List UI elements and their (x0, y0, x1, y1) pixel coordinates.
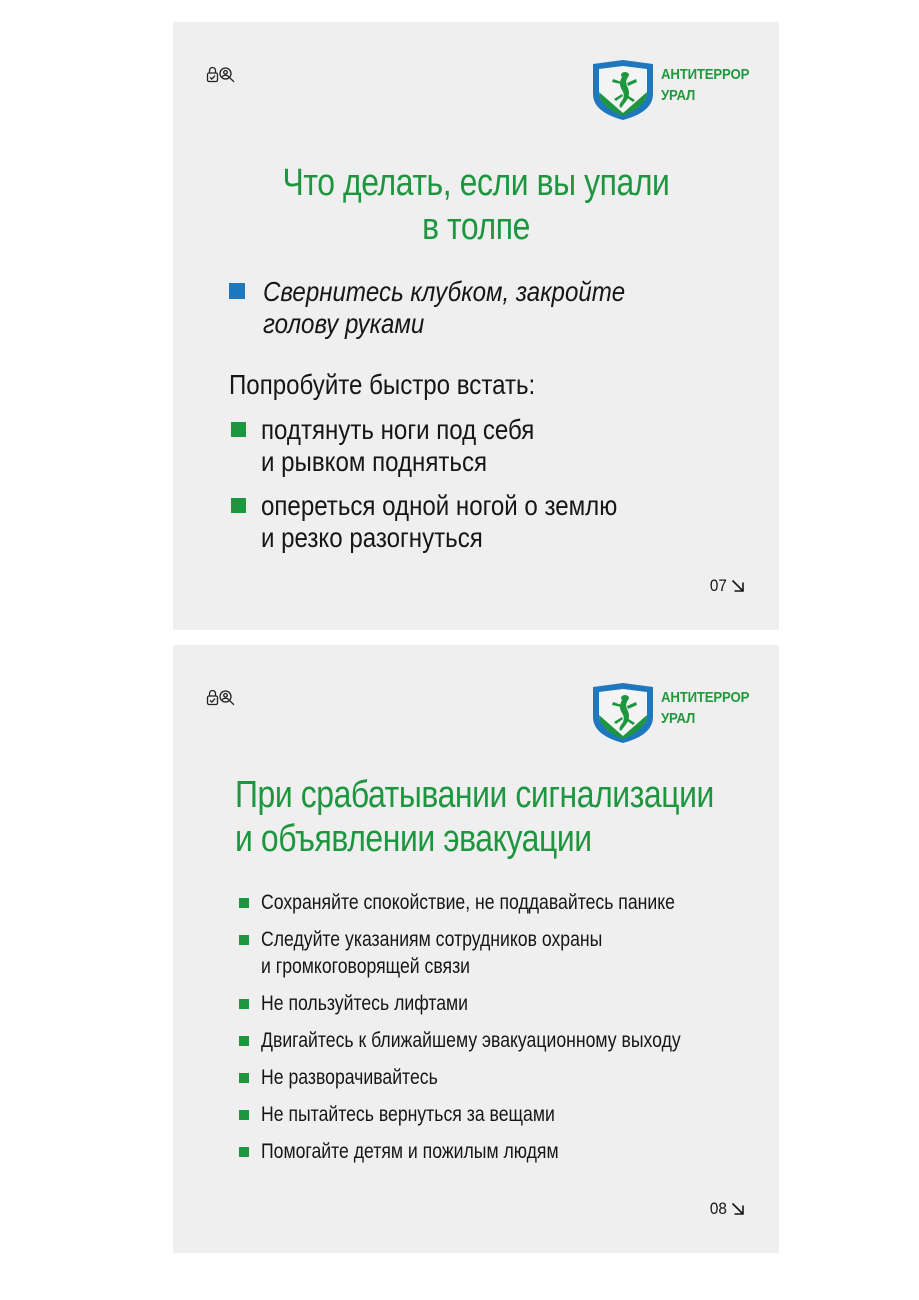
slide-title (221, 161, 730, 249)
title-line-1: Что делать, если вы упали (282, 162, 670, 204)
green-bullet-icon (239, 1110, 249, 1120)
antiterror-ural-logo (591, 58, 751, 122)
list-item (239, 889, 761, 916)
antiterror-ural-logo (591, 681, 751, 745)
shield-lizard-icon (591, 58, 655, 122)
list-item (239, 926, 761, 980)
lock-search-icon (206, 66, 240, 83)
list-item-line: и громкоговорящей связи (261, 955, 471, 978)
slide-title (235, 773, 714, 861)
green-bullet-icon (239, 898, 249, 908)
green-bullet-icon (231, 422, 246, 437)
list-item-line: Следуйте указаниям сотрудников охраны (261, 928, 603, 951)
page-number-text: 07 (709, 576, 727, 595)
lock-search-icon (206, 689, 240, 706)
list-item-line: и рывком подняться (261, 446, 488, 477)
list-item (239, 1138, 761, 1165)
slide-card-07 (173, 22, 779, 630)
slide-card-08 (173, 645, 779, 1253)
logo-line-1: АНТИТЕРРОР (661, 689, 750, 706)
list-item-line: Сохраняйте спокойствие, не поддавайтесь панике (261, 891, 675, 914)
list-item-line: Помогайте детям и пожилым людям (261, 1140, 559, 1163)
list-item-line: подтянуть ноги под себя (261, 414, 535, 445)
evacuation-list (239, 889, 761, 1165)
green-bullet-icon (239, 1073, 249, 1083)
arrow-down-right-icon (731, 579, 745, 593)
list-item-line: Двигайтесь к ближайшему эвакуационному выходу (261, 1029, 681, 1052)
list-item (239, 1064, 761, 1091)
list-item-line: Не пользуйтесь лифтами (261, 992, 469, 1015)
page-number-text: 08 (709, 1199, 727, 1218)
green-bullet-icon (239, 1147, 249, 1157)
blue-bullet-icon (229, 283, 245, 299)
title-line-1: При срабатывании сигнализации (235, 774, 714, 816)
page-number (708, 1199, 745, 1219)
logo-text (661, 64, 749, 106)
list-item (239, 1027, 761, 1054)
logo-text (661, 687, 749, 729)
highlight-line-2: голову руками (263, 308, 425, 339)
logo-line-2: УРАЛ (661, 87, 696, 104)
green-bullet-icon (239, 935, 249, 945)
highlight-line-1: Свернитесь клубком, закройте (263, 276, 626, 307)
logo-line-2: УРАЛ (661, 710, 696, 727)
green-bullet-icon (231, 498, 246, 513)
arrow-down-right-icon (731, 1202, 745, 1216)
page-number (708, 576, 745, 596)
title-line-2: и объявлении эвакуации (235, 818, 592, 860)
subheading: Попробуйте быстро встать: (229, 369, 536, 400)
list-item-line: опереться одной ногой о землю (261, 490, 618, 521)
logo-line-1: АНТИТЕРРОР (661, 66, 750, 83)
list-item-line: Не разворачивайтесь (261, 1066, 438, 1089)
title-line-2: в толпе (422, 206, 530, 248)
green-bullet-icon (239, 1036, 249, 1046)
shield-lizard-icon (591, 681, 655, 745)
list-item-line: Не пытайтесь вернуться за вещами (261, 1103, 555, 1126)
list-item-line: и резко разогнуться (261, 522, 483, 553)
list-item (239, 990, 761, 1017)
green-bullet-icon (239, 999, 249, 1009)
highlight-text (263, 276, 684, 340)
list-item (239, 1101, 761, 1128)
